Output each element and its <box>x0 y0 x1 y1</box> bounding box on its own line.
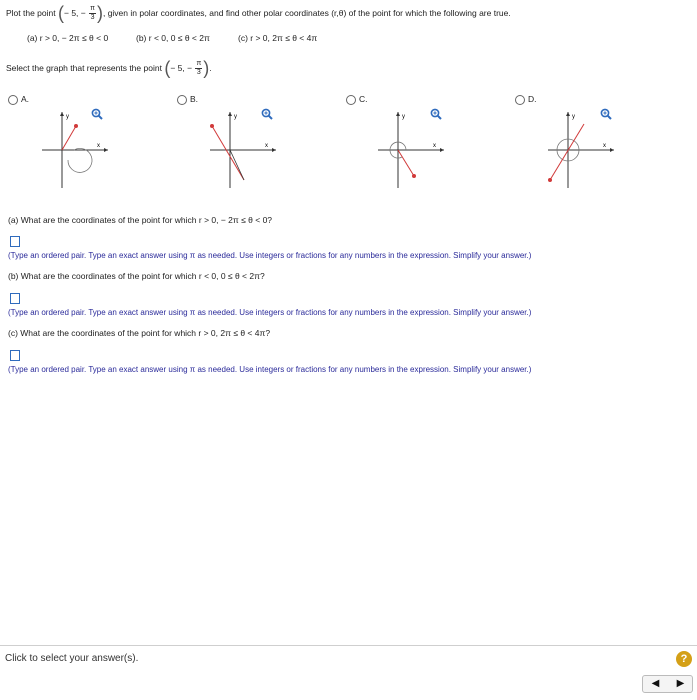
part-c-prompt: (c) What are the coordinates of the point for which r > 0, 2π ≤ θ < 4π? <box>8 328 271 338</box>
radio-icon[interactable] <box>515 95 525 105</box>
paren-open-icon: ( <box>58 3 64 23</box>
point-theta-fraction <box>195 60 202 77</box>
option-a-radio[interactable] <box>8 94 29 105</box>
part-a-hint: (Type an ordered pair. Type an exact answer using π as needed. Use integers or fractions for any numbers in the expression. Simplify your answer.) <box>8 251 532 260</box>
radio-icon[interactable] <box>346 95 356 105</box>
plotted-point <box>412 174 416 178</box>
prev-button[interactable]: ◀ <box>651 678 660 689</box>
point-r: − 5, − <box>64 7 86 18</box>
y-axis-arrow-icon <box>396 112 400 116</box>
x-axis-label: x <box>97 143 100 149</box>
part-a-answer-input[interactable] <box>10 236 20 247</box>
paren-close-icon: ) <box>203 58 210 78</box>
y-axis-label: y <box>66 114 69 120</box>
footer-divider <box>0 645 697 646</box>
question-suffix: , given in polar coordinates, and find other polar coordinates (r,θ) of the point for which the following are true. <box>102 7 511 18</box>
point-ray <box>212 126 244 180</box>
frac-den: 3 <box>196 69 201 76</box>
help-icon[interactable]: ? <box>676 651 692 667</box>
option-a-label: A. <box>21 94 30 104</box>
frac-num: π <box>90 5 95 12</box>
paren-open-icon: ( <box>164 58 171 78</box>
y-axis-arrow-icon <box>60 112 64 116</box>
option-b-label: B. <box>190 94 199 104</box>
select-prefix: Select the graph that represents the point <box>6 62 162 73</box>
plotted-point <box>210 124 214 128</box>
select-suffix: . <box>209 62 212 73</box>
x-axis-arrow-icon <box>440 148 444 152</box>
condition-a: (a) r > 0, − 2π ≤ θ < 0 <box>27 33 109 43</box>
option-a-graph[interactable] <box>40 110 110 190</box>
point-ray <box>62 126 76 150</box>
y-axis-label: y <box>572 114 575 120</box>
radio-icon[interactable] <box>8 95 18 105</box>
x-axis-label: x <box>603 143 606 149</box>
option-d-radio[interactable] <box>515 94 537 105</box>
option-b-graph[interactable] <box>208 110 278 190</box>
angle-arc <box>68 148 92 172</box>
radio-icon[interactable] <box>177 95 187 105</box>
part-b-hint: (Type an ordered pair. Type an exact answer using π as needed. Use integers or fractions for any numbers in the expression. Simplify your answer.) <box>8 308 532 317</box>
y-axis-arrow-icon <box>228 112 232 116</box>
frac-num: π <box>196 60 202 67</box>
option-c-label: C. <box>359 94 368 104</box>
question-prefix: Plot the point <box>6 7 56 18</box>
frac-den: 3 <box>90 14 95 21</box>
option-d-graph[interactable] <box>546 110 616 190</box>
x-axis-arrow-icon <box>104 148 108 152</box>
option-d-label: D. <box>528 94 537 104</box>
select-instruction <box>6 58 212 79</box>
point-ray <box>398 150 414 176</box>
part-b-prompt: (b) What are the coordinates of the point for which r < 0, 0 ≤ θ < 2π? <box>8 271 265 281</box>
status-text: Click to select your answer(s). <box>5 653 139 664</box>
point-theta-fraction <box>89 5 96 22</box>
condition-c: (c) r > 0, 2π ≤ θ < 4π <box>238 33 318 43</box>
question-nav <box>642 675 693 693</box>
option-c-graph[interactable] <box>376 110 446 190</box>
next-button[interactable]: ▶ <box>676 678 685 689</box>
y-axis-label: y <box>402 114 405 120</box>
part-c-answer-input[interactable] <box>10 350 20 361</box>
plotted-point <box>74 124 78 128</box>
option-c-radio[interactable] <box>346 94 368 105</box>
plotted-point <box>548 178 552 182</box>
paren-close-icon: ) <box>96 3 103 23</box>
part-b-answer-input[interactable] <box>10 293 20 304</box>
question-line <box>6 3 511 24</box>
y-axis-label: y <box>234 114 237 120</box>
condition-b: (b) r < 0, 0 ≤ θ < 2π <box>136 33 210 43</box>
part-c-hint: (Type an ordered pair. Type an exact answer using π as needed. Use integers or fractions for any numbers in the expression. Simplify your answer.) <box>8 365 532 374</box>
x-axis-arrow-icon <box>272 148 276 152</box>
point-r: − 5, − <box>170 62 193 73</box>
x-axis-label: x <box>265 143 268 149</box>
terminal-side <box>230 150 244 180</box>
x-axis-arrow-icon <box>610 148 614 152</box>
y-axis-arrow-icon <box>566 112 570 116</box>
part-a-prompt: (a) What are the coordinates of the point for which r > 0, − 2π ≤ θ < 0? <box>8 215 273 225</box>
x-axis-label: x <box>433 143 436 149</box>
option-b-radio[interactable] <box>177 94 198 105</box>
